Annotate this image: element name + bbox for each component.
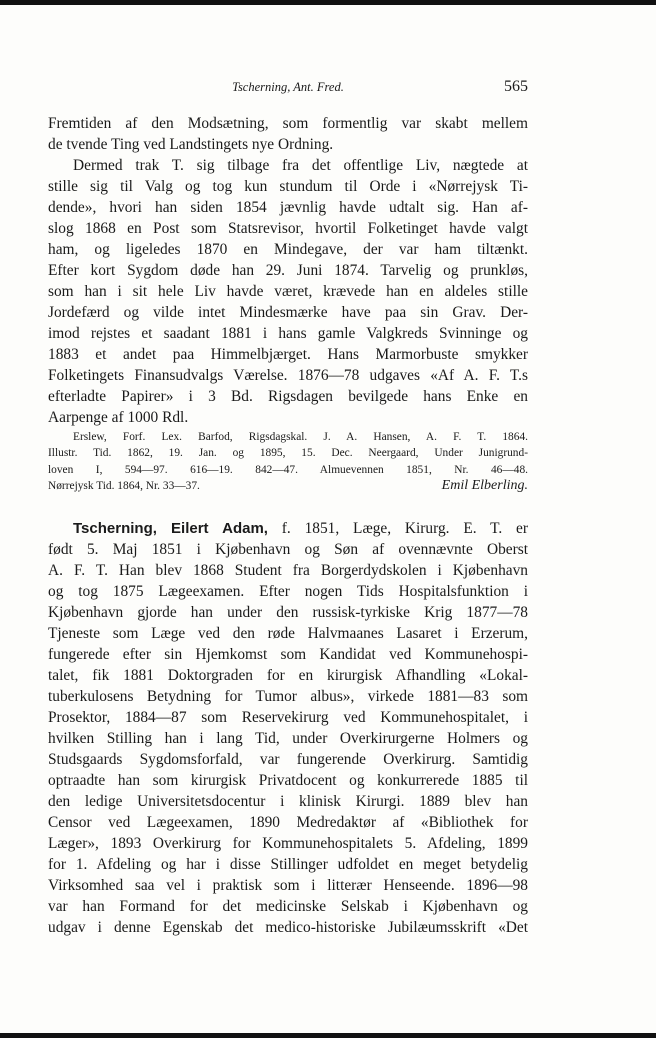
text-line: Folketingets Finansudvalgs Værelse. 1876—78 udgaves «Af A. F. T.s bbox=[48, 367, 528, 384]
text-line: tuberkulosens Betydning for Tumor albus», virkede 1881—83 som bbox=[48, 688, 528, 705]
text-line: stille sig til Valg og tog kun stundum til Orde i «Nørrejysk Ti- bbox=[48, 178, 528, 195]
text-line: som han i sit hele Liv havde været, krævede han en aldeles stille bbox=[48, 283, 528, 300]
scan-edge-top bbox=[0, 0, 656, 5]
text-line: Censor ved Lægeexamen, 1890 Medredaktør af «Bibliothek for bbox=[48, 814, 528, 831]
entry-tscherning-eilert-adam bbox=[48, 518, 528, 938]
source-references bbox=[48, 429, 528, 494]
text-line: Efter kort Sygdom døde han 29. Juni 1874. Tarvelig og prunkløs, bbox=[48, 262, 528, 279]
source-text: Nørrejysk Tid. 1864, Nr. 33—37. bbox=[48, 479, 200, 492]
scan-edge-bottom bbox=[0, 1033, 656, 1038]
running-title: Tscherning, Ant. Fred. bbox=[232, 80, 344, 94]
text-line: født 5. Maj 1851 i Kjøbenhavn og Søn af ovennævnte Oberst bbox=[48, 541, 528, 558]
text-line: udgav i denne Egenskab det medico-historiske Jubilæumsskrift «Det bbox=[48, 919, 528, 936]
text-line: de tvende Ting ved Landstingets nye Ordning. bbox=[48, 136, 334, 153]
page-number: 565 bbox=[504, 78, 528, 95]
text-line: Fremtiden af den Modsætning, som formentlig var skabt mellem bbox=[48, 115, 528, 132]
text-line: Jordefærd og vilde intet Mindesmærke have paa sin Grav. Der- bbox=[48, 304, 528, 321]
text-line: Prosektor, 1884—87 som Reservekirurg ved Kommunehospitalet, i bbox=[48, 709, 528, 726]
source-line-last bbox=[48, 478, 528, 494]
text-line: Kjøbenhavn gjorde han under den russisk-tyrkiske Krig 1877—78 bbox=[48, 604, 528, 621]
entry-first-line-text: f. 1851, Læge, Kirurg. E. T. er bbox=[267, 520, 528, 537]
text-line: Studsgaards Sygdomsforfald, var fungerende Overkirurg. Samtidig bbox=[48, 751, 528, 768]
text-line: efterladte Papirer» i 3 Bd. Rigsdagen bevilgede hans Enke en bbox=[48, 388, 528, 405]
text-line: fungerede efter sin Hjemkomst som Kandidat ved Kommunehospi- bbox=[48, 646, 528, 663]
text-line: Virksomhed saa vel i praktisk som i litterær Henseende. 1896—98 bbox=[48, 877, 528, 894]
text-line: dende», hvori han siden 1854 jævnlig havde udtalt sig. Han af- bbox=[48, 199, 528, 216]
text-line: Læger», 1893 Overkirurg for Kommunehospitalets 5. Afdeling, 1899 bbox=[48, 835, 528, 852]
text-line: ham, og ligeledes 1870 en Mindegave, der var ham tiltænkt. bbox=[48, 241, 528, 258]
text-line: optraadte han som kirurgisk Privatdocent og konkurrerede 1885 til bbox=[48, 772, 528, 789]
text-line: imod rejstes et saadant 1881 i hans gamle Valgkreds Svinninge og bbox=[48, 325, 528, 342]
text-line: den ledige Universitetsdocentur i klinisk Kirurgi. 1889 blev han bbox=[48, 793, 528, 810]
text-line: var han Formand for det medicinske Selskab i Kjøbenhavn og bbox=[48, 898, 528, 915]
source-line: Erslew, Forf. Lex. Barfod, Rigsdagskal. J. A. Hansen, A. F. T. 1864. bbox=[73, 431, 528, 443]
source-line: loven I, 594—97. 616—19. 842—47. Almuevennen 1851, Nr. 46—48. bbox=[48, 463, 528, 476]
running-head bbox=[48, 78, 528, 100]
text-line: Tjeneste som Læge ved den røde Halvmaanes Lasaret i Erzerum, bbox=[48, 625, 528, 642]
text-line: Aarpenge af 1000 Rdl. bbox=[48, 409, 189, 426]
source-line: Illustr. Tid. 1862, 19. Jan. og 1895, 15. Dec. Neergaard, Under Junigrund- bbox=[48, 447, 528, 460]
text-line: slog 1868 en Post som Statsrevisor, hvortil Folketinget havde valgt bbox=[48, 220, 528, 237]
entry-first-line bbox=[48, 518, 528, 539]
entry-headword: Tscherning, Eilert Adam, bbox=[73, 520, 268, 537]
text-line: og tog 1875 Lægeexamen. Efter nogen Tids Hospitalsfunktion i bbox=[48, 583, 528, 600]
text-line: for 1. Afdeling og har i disse Stillinger udfoldet en meget betydelig bbox=[48, 856, 528, 873]
entry-continuation bbox=[48, 113, 528, 428]
text-line: A. F. T. Han blev 1868 Student fra Borgerdydskolen i Kjøbenhavn bbox=[48, 562, 528, 579]
text-line: Dermed trak T. sig tilbage fra det offentlige Liv, nægtede at bbox=[73, 157, 528, 174]
author-signature: Emil Elberling. bbox=[441, 477, 528, 493]
text-line: hvilken Stilling han i lang Tid, under Overkirurgerne Holmers og bbox=[48, 730, 528, 747]
text-line: 1883 et andet paa Himmelbjærget. Hans Marmorbuste smykker bbox=[48, 346, 528, 363]
text-line: talet, fik 1881 Doktorgraden for en kirurgisk Afhandling «Lokal- bbox=[48, 667, 528, 684]
